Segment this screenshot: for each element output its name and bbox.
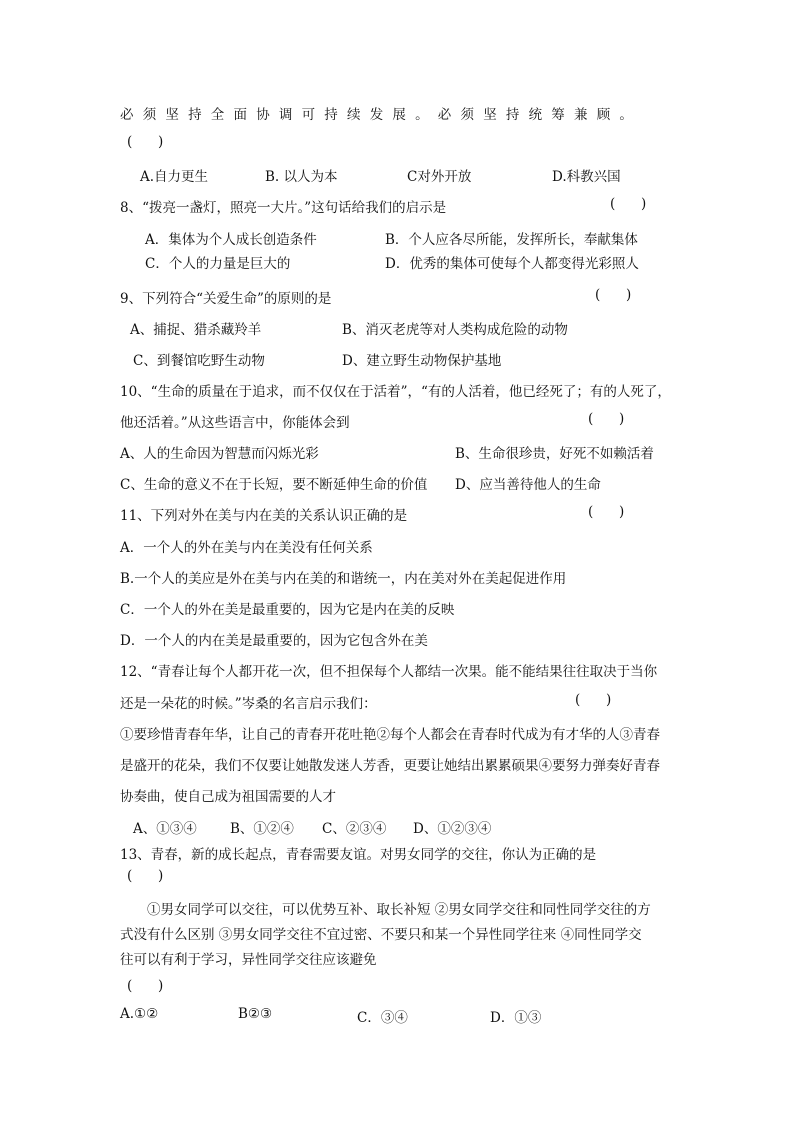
q10-stem-line2: 他还活着。”从这些语言中，你能体会到 (120, 415, 350, 431)
q13-body-line1: ①男女同学可以交往，可以优势互补、取长补短 ②男女同学交往和同性同学交往的方 (147, 902, 651, 918)
q8-option-d: D．优秀的集体可使每个人都变得光彩照人 (385, 256, 639, 272)
q13-option-b: B②③ (238, 1006, 273, 1022)
q10-option-b: B、生命很珍贵，好死不如赖活着 (455, 446, 654, 462)
q13-body-line3: 往可以有利于学习，异性同学交往应该避免 (120, 952, 377, 968)
q7-answer-paren: ( ) (127, 134, 164, 150)
q11-answer-paren: ( ) (588, 504, 625, 520)
q8-stem: 8、“拨亮一盏灯，照亮一大片。”这句话给我们的启示是 (120, 200, 447, 216)
q11-option-c: C．一个人的外在美是最重要的，因为它是内在美的反映 (120, 602, 455, 618)
q10-stem-line1: 10、“生命的质量在于追求，而不仅仅在于活着”，“有的人活着，他已经死了；有的人死了， (120, 384, 671, 400)
q9-option-b: B、消灭老虎等对人类构成危险的动物 (342, 322, 568, 338)
q9-stem: 9、下列符合“关爱生命”的原则的是 (120, 291, 332, 307)
q10-option-d: D、应当善待他人的生命 (455, 477, 601, 493)
q7-stem: 必须坚持全面协调可持续发展。必须坚持统筹兼顾。 (120, 107, 643, 123)
q12-body-line1: ①要珍惜青春年华，让自己的青春开花吐艳②每个人都会在青春时代成为有才华的人③青春 (120, 727, 660, 743)
q12-body-line3: 协奏曲，使自己成为祖国需要的人才 (120, 789, 336, 805)
q13-body-line2: 式没有什么区别 ③男女同学交往不宜过密、不要只和某一个异性同学往来 ④同性同学交 (120, 927, 642, 943)
q9-answer-paren: ( ) (595, 287, 632, 303)
q9-option-c: C、到餐馆吃野生动物 (133, 353, 265, 369)
q12-option-c: C、②③④ (322, 821, 387, 837)
q7-option-d: D.科教兴国 (552, 169, 621, 185)
q13-answer-paren-1: ( ) (127, 868, 164, 884)
q10-option-a: A、人的生命因为智慧而闪烁光彩 (120, 446, 319, 462)
q7-option-a: A.自力更生 (140, 169, 209, 185)
q11-option-a: A．一个人的外在美与内在美没有任何关系 (120, 540, 373, 556)
q9-option-a: A、捕捉、猎杀藏羚羊 (130, 322, 262, 338)
q13-option-c: C．③④ (357, 1010, 408, 1026)
q9-option-d: D、建立野生动物保护基地 (342, 353, 502, 369)
q10-answer-paren: ( ) (588, 411, 625, 427)
q8-answer-paren: ( ) (610, 196, 647, 212)
q13-stem: 13、青春，新的成长起点，青春需要友谊。对男女同学的交往，你认为正确的是 (120, 847, 597, 863)
q12-option-b: B、①②④ (230, 821, 294, 837)
q12-body-line2: 是盛开的花朵，我们不仅要让她散发迷人芳香，更要让她结出累累硕果④要努力弹奏好青春 (120, 758, 660, 774)
q12-stem-line1: 12、“青春让每个人都开花一次，但不担保每个人都结一次果。能不能结果往往取决于当你 (120, 664, 658, 680)
q7-option-c: C对外开放 (407, 169, 472, 185)
q12-stem-line2: 还是一朵花的时候。”岑桑的名言启示我们： (120, 696, 377, 712)
q8-option-a: A．集体为个人成长创造条件 (145, 232, 317, 248)
q11-option-b: B.一个人的美应是外在美与内在美的和谐统一，内在美对外在美起促进作用 (120, 571, 567, 587)
q13-answer-paren-2: ( ) (127, 978, 164, 994)
q10-option-c: C、生命的意义不在于长短，要不断延伸生命的价值 (120, 477, 428, 493)
q7-option-b: B. 以人为本 (265, 169, 338, 185)
q13-option-a: A.①② (120, 1006, 159, 1022)
q12-option-d: D、①②③④ (413, 821, 492, 837)
q12-option-a: A、①③④ (133, 821, 197, 837)
q8-option-b: B．个人应各尽所能，发挥所长，奉献集体 (385, 232, 638, 248)
q11-option-d: D．一个人的内在美是最重要的，因为它包含外在美 (120, 633, 428, 649)
q13-option-d: D．①③ (490, 1010, 542, 1026)
q8-option-c: C．个人的力量是巨大的 (145, 256, 291, 272)
q11-stem: 11、下列对外在美与内在美的关系认识正确的是 (120, 508, 408, 524)
q12-answer-paren: ( ) (575, 692, 612, 708)
